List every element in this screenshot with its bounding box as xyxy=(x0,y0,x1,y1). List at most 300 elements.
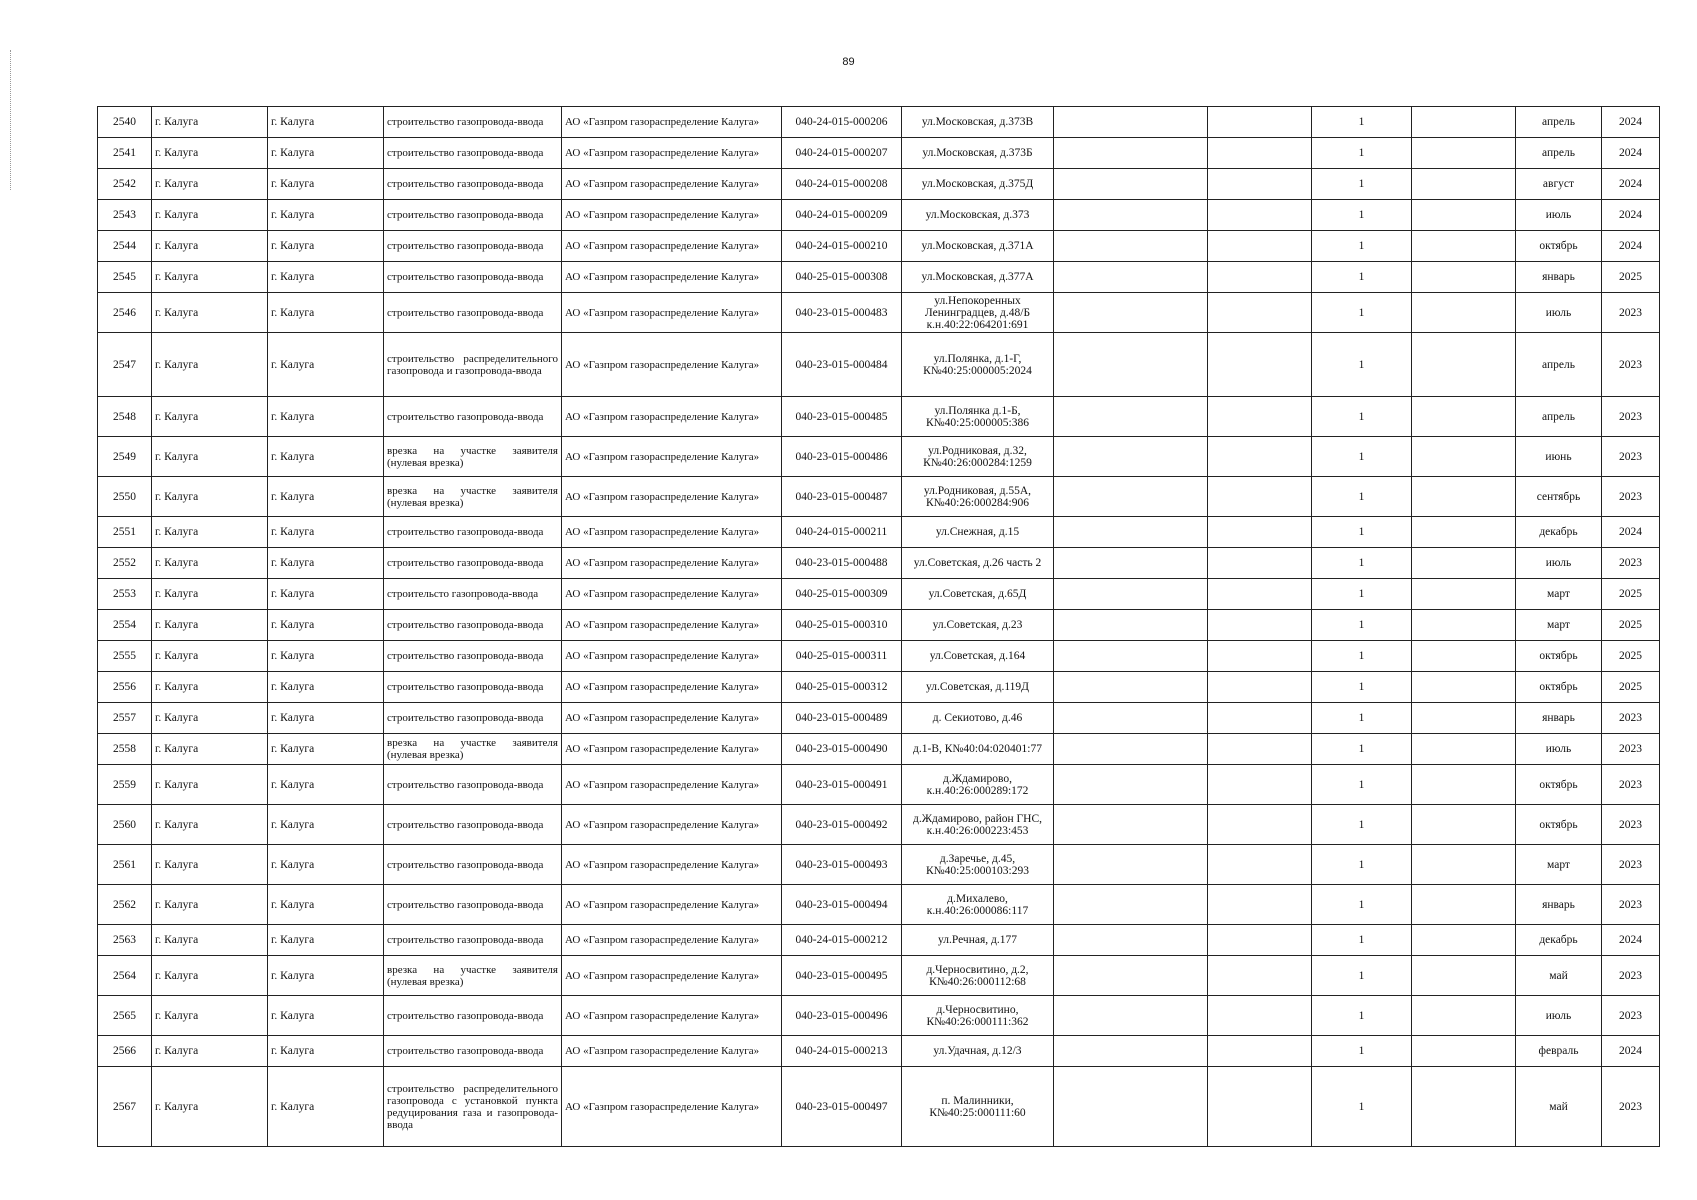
district-cell: г. Калуга xyxy=(268,996,384,1036)
address-cell: ул.Речная, д.177 xyxy=(902,925,1054,956)
work-type-cell: строительство газопровода-ввода xyxy=(384,925,562,956)
address-cell: ул.Московская, д.373В xyxy=(902,107,1054,138)
empty-cell xyxy=(1412,517,1516,548)
page-number: 89 xyxy=(842,56,855,68)
organization-cell: АО «Газпром газораспределение Калуга» xyxy=(562,200,782,231)
address-cell: ул.Советская, д.23 xyxy=(902,610,1054,641)
settlement-cell: г. Калуга xyxy=(152,956,268,996)
object-code-cell: 040-23-015-000494 xyxy=(782,885,902,925)
empty-cell xyxy=(1412,548,1516,579)
object-code-cell: 040-23-015-000486 xyxy=(782,437,902,477)
month-cell: март xyxy=(1516,579,1602,610)
empty-cell xyxy=(1054,805,1208,845)
quantity-cell: 1 xyxy=(1312,925,1412,956)
district-cell: г. Калуга xyxy=(268,107,384,138)
district-cell: г. Калуга xyxy=(268,138,384,169)
settlement-cell: г. Калуга xyxy=(152,996,268,1036)
empty-cell xyxy=(1054,477,1208,517)
empty-cell xyxy=(1054,610,1208,641)
work-type-cell: строительство распределительного газопровода и газопровода-ввода xyxy=(384,333,562,397)
table-row xyxy=(98,200,1660,231)
empty-cell xyxy=(1412,956,1516,996)
work-type-cell: врезка на участке заявителя (нулевая врезка) xyxy=(384,734,562,765)
quantity-cell: 1 xyxy=(1312,1036,1412,1067)
address-cell: д.Черносвитино, К№40:26:000111:362 xyxy=(902,996,1054,1036)
work-type-cell: строительство газопровода-ввода xyxy=(384,1036,562,1067)
row-number: 2541 xyxy=(98,138,152,169)
work-type-cell: строительство газопровода-ввода xyxy=(384,262,562,293)
empty-cell xyxy=(1054,138,1208,169)
empty-cell xyxy=(1412,397,1516,437)
object-code-cell: 040-24-015-000210 xyxy=(782,231,902,262)
empty-cell xyxy=(1208,293,1312,333)
quantity-cell: 1 xyxy=(1312,579,1412,610)
settlement-cell: г. Калуга xyxy=(152,1067,268,1147)
empty-cell xyxy=(1412,765,1516,805)
address-cell: д.Ждамирово, район ГНС, к.н.40:26:000223:453 xyxy=(902,805,1054,845)
object-code-cell: 040-25-015-000310 xyxy=(782,610,902,641)
address-cell: ул.Московская, д.377А xyxy=(902,262,1054,293)
organization-cell: АО «Газпром газораспределение Калуга» xyxy=(562,231,782,262)
quantity-cell: 1 xyxy=(1312,548,1412,579)
district-cell: г. Калуга xyxy=(268,765,384,805)
settlement-cell: г. Калуга xyxy=(152,734,268,765)
settlement-cell: г. Калуга xyxy=(152,169,268,200)
empty-cell xyxy=(1054,641,1208,672)
year-cell: 2023 xyxy=(1602,703,1660,734)
month-cell: декабрь xyxy=(1516,925,1602,956)
district-cell: г. Калуга xyxy=(268,610,384,641)
registry-body xyxy=(98,107,1660,1147)
empty-cell xyxy=(1208,333,1312,397)
settlement-cell: г. Калуга xyxy=(152,885,268,925)
settlement-cell: г. Калуга xyxy=(152,845,268,885)
row-number: 2560 xyxy=(98,805,152,845)
empty-cell xyxy=(1412,262,1516,293)
object-code-cell: 040-23-015-000497 xyxy=(782,1067,902,1147)
quantity-cell: 1 xyxy=(1312,734,1412,765)
object-code-cell: 040-23-015-000488 xyxy=(782,548,902,579)
organization-cell: АО «Газпром газораспределение Калуга» xyxy=(562,956,782,996)
row-number: 2543 xyxy=(98,200,152,231)
row-number: 2552 xyxy=(98,548,152,579)
object-code-cell: 040-23-015-000483 xyxy=(782,293,902,333)
organization-cell: АО «Газпром газораспределение Калуга» xyxy=(562,765,782,805)
year-cell: 2023 xyxy=(1602,765,1660,805)
table-row xyxy=(98,107,1660,138)
table-row xyxy=(98,765,1660,805)
table-row xyxy=(98,885,1660,925)
work-type-cell: строительство газопровода-ввода xyxy=(384,169,562,200)
table-row xyxy=(98,333,1660,397)
table-row xyxy=(98,672,1660,703)
address-cell: п. Малинники, К№40:25:000111:60 xyxy=(902,1067,1054,1147)
settlement-cell: г. Калуга xyxy=(152,610,268,641)
work-type-cell: врезка на участке заявителя (нулевая врезка) xyxy=(384,437,562,477)
empty-cell xyxy=(1208,200,1312,231)
work-type-cell: строительство газопровода-ввода xyxy=(384,845,562,885)
work-type-cell: строительсто газопровода-ввода xyxy=(384,579,562,610)
quantity-cell: 1 xyxy=(1312,107,1412,138)
district-cell: г. Калуга xyxy=(268,477,384,517)
empty-cell xyxy=(1412,1036,1516,1067)
empty-cell xyxy=(1208,397,1312,437)
table-row xyxy=(98,925,1660,956)
quantity-cell: 1 xyxy=(1312,996,1412,1036)
year-cell: 2023 xyxy=(1602,956,1660,996)
organization-cell: АО «Газпром газораспределение Калуга» xyxy=(562,610,782,641)
table-row xyxy=(98,138,1660,169)
table-row xyxy=(98,805,1660,845)
row-number: 2562 xyxy=(98,885,152,925)
organization-cell: АО «Газпром газораспределение Калуга» xyxy=(562,925,782,956)
organization-cell: АО «Газпром газораспределение Калуга» xyxy=(562,805,782,845)
work-type-cell: строительство газопровода-ввода xyxy=(384,805,562,845)
work-type-cell: строительство распределительного газопровода с установкой пункта редуцирования газа и газопровода-ввода xyxy=(384,1067,562,1147)
quantity-cell: 1 xyxy=(1312,672,1412,703)
district-cell: г. Калуга xyxy=(268,805,384,845)
empty-cell xyxy=(1054,885,1208,925)
empty-cell xyxy=(1054,672,1208,703)
month-cell: декабрь xyxy=(1516,517,1602,548)
empty-cell xyxy=(1054,333,1208,397)
object-code-cell: 040-24-015-000208 xyxy=(782,169,902,200)
quantity-cell: 1 xyxy=(1312,169,1412,200)
district-cell: г. Калуга xyxy=(268,200,384,231)
empty-cell xyxy=(1054,996,1208,1036)
year-cell: 2023 xyxy=(1602,885,1660,925)
address-cell: д.Ждамирово, к.н.40:26:000289:172 xyxy=(902,765,1054,805)
object-code-cell: 040-25-015-000311 xyxy=(782,641,902,672)
organization-cell: АО «Газпром газораспределение Калуга» xyxy=(562,845,782,885)
district-cell: г. Калуга xyxy=(268,885,384,925)
object-code-cell: 040-23-015-000490 xyxy=(782,734,902,765)
settlement-cell: г. Калуга xyxy=(152,138,268,169)
empty-cell xyxy=(1208,138,1312,169)
empty-cell xyxy=(1412,200,1516,231)
empty-cell xyxy=(1208,231,1312,262)
year-cell: 2023 xyxy=(1602,437,1660,477)
empty-cell xyxy=(1208,1036,1312,1067)
empty-cell xyxy=(1412,138,1516,169)
empty-cell xyxy=(1412,169,1516,200)
address-cell: ул.Московская, д.373 xyxy=(902,200,1054,231)
object-code-cell: 040-23-015-000495 xyxy=(782,956,902,996)
row-number: 2564 xyxy=(98,956,152,996)
quantity-cell: 1 xyxy=(1312,765,1412,805)
empty-cell xyxy=(1412,333,1516,397)
district-cell: г. Калуга xyxy=(268,231,384,262)
month-cell: март xyxy=(1516,845,1602,885)
empty-cell xyxy=(1412,734,1516,765)
object-code-cell: 040-24-015-000212 xyxy=(782,925,902,956)
organization-cell: АО «Газпром газораспределение Калуга» xyxy=(562,1036,782,1067)
empty-cell xyxy=(1054,765,1208,805)
empty-cell xyxy=(1054,231,1208,262)
district-cell: г. Калуга xyxy=(268,1036,384,1067)
quantity-cell: 1 xyxy=(1312,437,1412,477)
row-number: 2559 xyxy=(98,765,152,805)
empty-cell xyxy=(1412,231,1516,262)
month-cell: апрель xyxy=(1516,397,1602,437)
table-row xyxy=(98,262,1660,293)
table-row xyxy=(98,517,1660,548)
object-code-cell: 040-23-015-000492 xyxy=(782,805,902,845)
row-number: 2553 xyxy=(98,579,152,610)
year-cell: 2023 xyxy=(1602,996,1660,1036)
table-row xyxy=(98,1067,1660,1147)
table-row xyxy=(98,437,1660,477)
empty-cell xyxy=(1208,703,1312,734)
address-cell: ул.Полянка д.1-Б, К№40:25:000005:386 xyxy=(902,397,1054,437)
month-cell: февраль xyxy=(1516,1036,1602,1067)
empty-cell xyxy=(1054,1036,1208,1067)
settlement-cell: г. Калуга xyxy=(152,805,268,845)
row-number: 2550 xyxy=(98,477,152,517)
year-cell: 2023 xyxy=(1602,548,1660,579)
month-cell: октябрь xyxy=(1516,805,1602,845)
empty-cell xyxy=(1208,548,1312,579)
organization-cell: АО «Газпром газораспределение Калуга» xyxy=(562,397,782,437)
row-number: 2544 xyxy=(98,231,152,262)
table-row xyxy=(98,641,1660,672)
quantity-cell: 1 xyxy=(1312,703,1412,734)
year-cell: 2023 xyxy=(1602,734,1660,765)
table-row xyxy=(98,548,1660,579)
empty-cell xyxy=(1208,1067,1312,1147)
month-cell: май xyxy=(1516,956,1602,996)
empty-cell xyxy=(1054,734,1208,765)
object-code-cell: 040-24-015-000211 xyxy=(782,517,902,548)
month-cell: март xyxy=(1516,610,1602,641)
address-cell: д. Секиотово, д.46 xyxy=(902,703,1054,734)
district-cell: г. Калуга xyxy=(268,333,384,397)
year-cell: 2024 xyxy=(1602,169,1660,200)
row-number: 2554 xyxy=(98,610,152,641)
row-number: 2549 xyxy=(98,437,152,477)
year-cell: 2023 xyxy=(1602,805,1660,845)
organization-cell: АО «Газпром газораспределение Калуга» xyxy=(562,996,782,1036)
row-number: 2555 xyxy=(98,641,152,672)
quantity-cell: 1 xyxy=(1312,262,1412,293)
table-row xyxy=(98,734,1660,765)
year-cell: 2025 xyxy=(1602,641,1660,672)
empty-cell xyxy=(1412,703,1516,734)
organization-cell: АО «Газпром газораспределение Калуга» xyxy=(562,703,782,734)
object-code-cell: 040-23-015-000485 xyxy=(782,397,902,437)
year-cell: 2025 xyxy=(1602,579,1660,610)
object-code-cell: 040-23-015-000493 xyxy=(782,845,902,885)
work-type-cell: строительство газопровода-ввода xyxy=(384,293,562,333)
object-code-cell: 040-23-015-000491 xyxy=(782,765,902,805)
row-number: 2565 xyxy=(98,996,152,1036)
work-type-cell: строительство газопровода-ввода xyxy=(384,397,562,437)
year-cell: 2023 xyxy=(1602,397,1660,437)
month-cell: июль xyxy=(1516,293,1602,333)
table-row xyxy=(98,231,1660,262)
quantity-cell: 1 xyxy=(1312,200,1412,231)
address-cell: ул.Московская, д.373Б xyxy=(902,138,1054,169)
organization-cell: АО «Газпром газораспределение Калуга» xyxy=(562,138,782,169)
row-number: 2548 xyxy=(98,397,152,437)
district-cell: г. Калуга xyxy=(268,641,384,672)
settlement-cell: г. Калуга xyxy=(152,107,268,138)
district-cell: г. Калуга xyxy=(268,397,384,437)
district-cell: г. Калуга xyxy=(268,262,384,293)
empty-cell xyxy=(1054,107,1208,138)
month-cell: август xyxy=(1516,169,1602,200)
work-type-cell: строительство газопровода-ввода xyxy=(384,231,562,262)
empty-cell xyxy=(1054,579,1208,610)
row-number: 2546 xyxy=(98,293,152,333)
district-cell: г. Калуга xyxy=(268,1067,384,1147)
table-row xyxy=(98,956,1660,996)
work-type-cell: строительство газопровода-ввода xyxy=(384,107,562,138)
table-row xyxy=(98,1036,1660,1067)
empty-cell xyxy=(1054,437,1208,477)
year-cell: 2025 xyxy=(1602,610,1660,641)
empty-cell xyxy=(1208,477,1312,517)
table-row xyxy=(98,996,1660,1036)
organization-cell: АО «Газпром газораспределение Калуга» xyxy=(562,107,782,138)
year-cell: 2024 xyxy=(1602,517,1660,548)
empty-cell xyxy=(1412,610,1516,641)
address-cell: ул.Московская, д.371А xyxy=(902,231,1054,262)
empty-cell xyxy=(1054,956,1208,996)
month-cell: сентябрь xyxy=(1516,477,1602,517)
object-code-cell: 040-25-015-000308 xyxy=(782,262,902,293)
table-row xyxy=(98,293,1660,333)
empty-cell xyxy=(1208,437,1312,477)
settlement-cell: г. Калуга xyxy=(152,517,268,548)
month-cell: январь xyxy=(1516,262,1602,293)
district-cell: г. Калуга xyxy=(268,845,384,885)
empty-cell xyxy=(1208,169,1312,200)
empty-cell xyxy=(1054,548,1208,579)
empty-cell xyxy=(1412,579,1516,610)
address-cell: д.Михалево, к.н.40:26:000086:117 xyxy=(902,885,1054,925)
object-code-cell: 040-24-015-000207 xyxy=(782,138,902,169)
address-cell: ул.Московская, д.375Д xyxy=(902,169,1054,200)
settlement-cell: г. Калуга xyxy=(152,641,268,672)
row-number: 2556 xyxy=(98,672,152,703)
empty-cell xyxy=(1208,641,1312,672)
empty-cell xyxy=(1208,262,1312,293)
empty-cell xyxy=(1054,845,1208,885)
organization-cell: АО «Газпром газораспределение Калуга» xyxy=(562,885,782,925)
month-cell: апрель xyxy=(1516,138,1602,169)
address-cell: ул.Советская, д.164 xyxy=(902,641,1054,672)
month-cell: июль xyxy=(1516,200,1602,231)
empty-cell xyxy=(1208,517,1312,548)
empty-cell xyxy=(1208,885,1312,925)
year-cell: 2024 xyxy=(1602,925,1660,956)
empty-cell xyxy=(1412,107,1516,138)
district-cell: г. Калуга xyxy=(268,734,384,765)
object-code-cell: 040-23-015-000484 xyxy=(782,333,902,397)
settlement-cell: г. Калуга xyxy=(152,293,268,333)
empty-cell xyxy=(1208,765,1312,805)
year-cell: 2025 xyxy=(1602,672,1660,703)
row-number: 2561 xyxy=(98,845,152,885)
empty-cell xyxy=(1054,200,1208,231)
empty-cell xyxy=(1054,397,1208,437)
address-cell: ул.Снежная, д.15 xyxy=(902,517,1054,548)
address-cell: ул.Полянка, д.1-Г, К№40:25:000005:2024 xyxy=(902,333,1054,397)
settlement-cell: г. Калуга xyxy=(152,477,268,517)
settlement-cell: г. Калуга xyxy=(152,200,268,231)
year-cell: 2024 xyxy=(1602,107,1660,138)
year-cell: 2023 xyxy=(1602,1067,1660,1147)
empty-cell xyxy=(1412,925,1516,956)
empty-cell xyxy=(1208,925,1312,956)
district-cell: г. Калуга xyxy=(268,293,384,333)
organization-cell: АО «Газпром газораспределение Калуга» xyxy=(562,169,782,200)
address-cell: д.1-В, К№40:04:020401:77 xyxy=(902,734,1054,765)
district-cell: г. Калуга xyxy=(268,579,384,610)
empty-cell xyxy=(1412,477,1516,517)
work-type-cell: строительство газопровода-ввода xyxy=(384,703,562,734)
quantity-cell: 1 xyxy=(1312,845,1412,885)
empty-cell xyxy=(1208,734,1312,765)
table-row xyxy=(98,579,1660,610)
work-type-cell: строительство газопровода-ввода xyxy=(384,996,562,1036)
empty-cell xyxy=(1208,845,1312,885)
table-row xyxy=(98,169,1660,200)
empty-cell xyxy=(1412,996,1516,1036)
empty-cell xyxy=(1208,956,1312,996)
month-cell: апрель xyxy=(1516,107,1602,138)
object-code-cell: 040-25-015-000312 xyxy=(782,672,902,703)
settlement-cell: г. Калуга xyxy=(152,579,268,610)
year-cell: 2024 xyxy=(1602,231,1660,262)
empty-cell xyxy=(1054,169,1208,200)
month-cell: октябрь xyxy=(1516,641,1602,672)
empty-cell xyxy=(1208,610,1312,641)
empty-cell xyxy=(1412,293,1516,333)
quantity-cell: 1 xyxy=(1312,610,1412,641)
month-cell: июль xyxy=(1516,548,1602,579)
work-type-cell: строительство газопровода-ввода xyxy=(384,548,562,579)
registry-table xyxy=(97,106,1660,1147)
month-cell: январь xyxy=(1516,885,1602,925)
row-number: 2542 xyxy=(98,169,152,200)
month-cell: июнь xyxy=(1516,437,1602,477)
organization-cell: АО «Газпром газораспределение Калуга» xyxy=(562,293,782,333)
district-cell: г. Калуга xyxy=(268,925,384,956)
settlement-cell: г. Калуга xyxy=(152,703,268,734)
district-cell: г. Калуга xyxy=(268,169,384,200)
quantity-cell: 1 xyxy=(1312,293,1412,333)
empty-cell xyxy=(1054,517,1208,548)
month-cell: октябрь xyxy=(1516,765,1602,805)
empty-cell xyxy=(1054,1067,1208,1147)
month-cell: май xyxy=(1516,1067,1602,1147)
row-number: 2563 xyxy=(98,925,152,956)
organization-cell: АО «Газпром газораспределение Калуга» xyxy=(562,262,782,293)
empty-cell xyxy=(1208,805,1312,845)
quantity-cell: 1 xyxy=(1312,517,1412,548)
settlement-cell: г. Калуга xyxy=(152,437,268,477)
settlement-cell: г. Калуга xyxy=(152,231,268,262)
object-code-cell: 040-23-015-000496 xyxy=(782,996,902,1036)
address-cell: ул.Советская, д.119Д xyxy=(902,672,1054,703)
work-type-cell: строительство газопровода-ввода xyxy=(384,200,562,231)
year-cell: 2024 xyxy=(1602,200,1660,231)
quantity-cell: 1 xyxy=(1312,1067,1412,1147)
address-cell: д.Заречье, д.45, К№40:25:000103:293 xyxy=(902,845,1054,885)
object-code-cell: 040-24-015-000206 xyxy=(782,107,902,138)
